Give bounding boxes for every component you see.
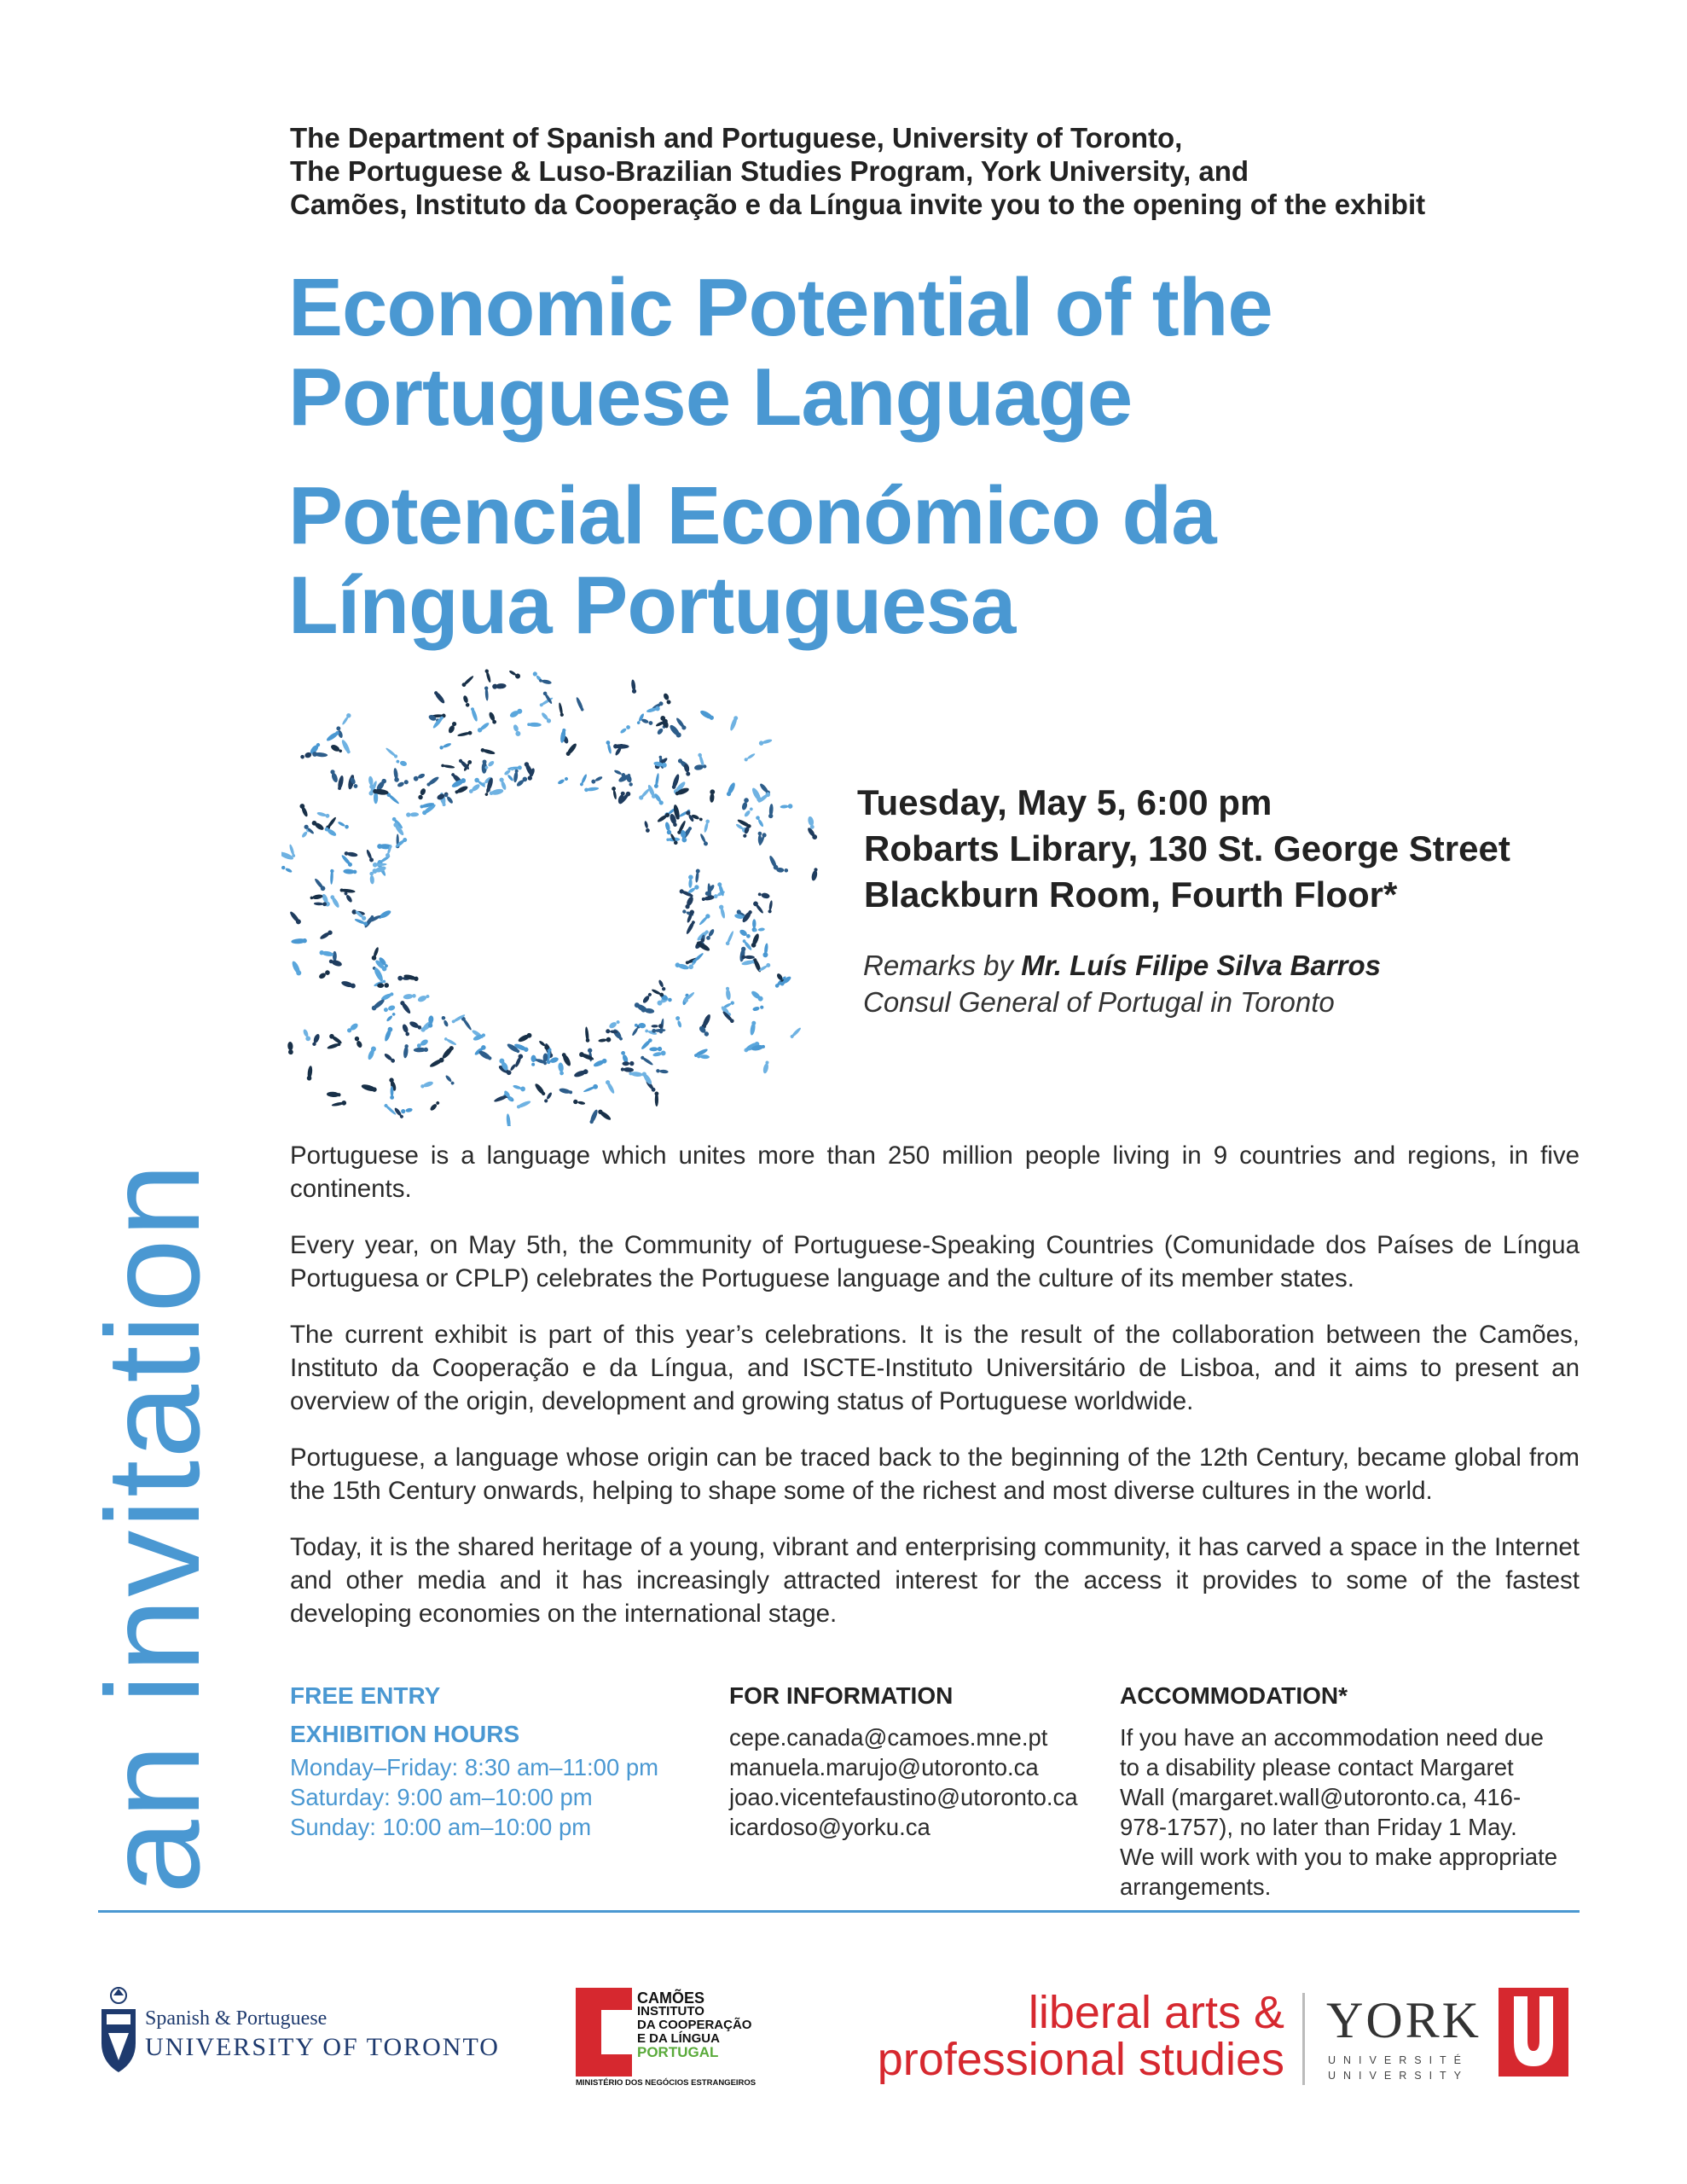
uoft-department-name: Spanish & Portuguese <box>145 2007 328 2030</box>
title-en-line-1: Economic Potential of the <box>288 262 1272 353</box>
camoes-line: E DA LÍNGUA <box>637 2031 720 2046</box>
event-details <box>857 780 1625 918</box>
laps-line-2: professional studies <box>877 2034 1284 2085</box>
accommodation-heading: ACCOMMODATION* <box>1120 1682 1348 1709</box>
body-paragraph-1: Portuguese is a language which unites more than 250 million people living in 9 countries and regions, in five continents. <box>290 1141 1580 1203</box>
body-paragraph-5: Today, it is the shared heritage of a young, vibrant and enterprising community, it has carved a space in the Internet and other media and it has increasingly attracted interest for the access it provides to some of the fastest developing economies on the international stage. <box>290 1533 1580 1628</box>
camoes-line: DA COOPERAÇÃO <box>637 2018 752 2032</box>
intro-text <box>290 121 1569 221</box>
accommodation-line: to a disability please contact Margaret <box>1120 1754 1514 1780</box>
accommodation-column <box>1120 1681 1580 1902</box>
york-universite: UNIVERSITÉ <box>1328 2054 1470 2066</box>
footer-divider <box>98 1910 1580 1913</box>
intro-line-1: The Department of Spanish and Portuguese, University of Toronto, <box>290 122 1183 154</box>
intro-line-2: The Portuguese & Luso-Brazilian Studies Program, York University, and <box>290 155 1249 187</box>
title-english <box>288 263 1568 442</box>
laps-line-1: liberal arts & <box>1028 1987 1284 2038</box>
uoft-logo <box>98 1984 507 2077</box>
title-portuguese <box>288 471 1568 650</box>
title-en-line-2: Portuguese Language <box>288 351 1133 443</box>
title-pt-line-2: Língua Portuguesa <box>288 560 1016 651</box>
york-university: UNIVERSITY <box>1328 2070 1470 2082</box>
information-heading: FOR INFORMATION <box>729 1682 954 1709</box>
logo-separator <box>1302 1993 1305 2085</box>
uoft-university-name: UNIVERSITY OF TORONTO <box>145 2033 500 2061</box>
info-email[interactable]: manuela.marujo@utoronto.ca <box>729 1754 1039 1780</box>
body-text <box>290 1139 1580 1653</box>
accommodation-line: We will work with you to make appropriate <box>1120 1844 1558 1870</box>
body-paragraph-3: The current exhibit is part of this year’s celebrations. It is the result of the collaboration between the Camões, Instituto da Cooperação e da Língua, and ISCTE-Instituto Universitário de Lisboa, and it aims to present an overview of the origin, development and growing status of Portuguese worldwide. <box>290 1321 1580 1415</box>
info-email[interactable]: joao.vicentefaustino@utoronto.ca <box>729 1784 1078 1810</box>
remarks-line <box>863 947 1631 984</box>
camoes-portugal: PORTUGAL <box>637 2044 719 2060</box>
body-paragraph-2: Every year, on May 5th, the Community of Portuguese-Speaking Countries (Comunidade dos Países de Língua Portuguesa or CPLP) celebrates the Portuguese language and the culture of its member states. <box>290 1231 1580 1292</box>
info-email[interactable]: cepe.canada@camoes.mne.pt <box>729 1724 1048 1751</box>
york-logo <box>1318 1988 1591 2090</box>
hours-sunday: Sunday: 10:00 am–10:00 pm <box>290 1814 592 1840</box>
free-entry-heading: FREE ENTRY <box>290 1682 441 1709</box>
uoft-crest-icon <box>98 1984 139 2076</box>
event-date: Tuesday, May 5, 6:00 pm <box>857 782 1272 822</box>
camoes-name <box>637 1991 751 2059</box>
event-room: Blackburn Room, Fourth Floor* <box>864 874 1398 915</box>
laps-logo <box>826 1989 1284 2083</box>
speaker-name: Mr. Luís Filipe Silva Barros <box>1021 950 1382 981</box>
accommodation-line: Wall (margaret.wall@utoronto.ca, 416- <box>1120 1784 1522 1810</box>
hours-weekday: Monday–Friday: 8:30 am–11:00 pm <box>290 1754 659 1780</box>
hours-saturday: Saturday: 9:00 am–10:00 pm <box>290 1784 593 1810</box>
information-column <box>729 1681 1104 1842</box>
remarks-prefix: Remarks by <box>863 950 1022 981</box>
body-paragraph-4: Portuguese, a language whose origin can be traced back to the beginning of the 12th Century, became global from the 15th Century onwards, helping to shape some of the richest and most diverse cultures in the world. <box>290 1443 1580 1505</box>
camoes-ministry: MINISTÉRIO DOS NEGÓCIOS ESTRANGEIROS <box>576 2078 757 2088</box>
accommodation-line: If you have an accommodation need due <box>1120 1724 1544 1751</box>
york-u-icon <box>1499 1988 1568 2077</box>
camoes-c-icon <box>576 1988 632 2077</box>
title-pt-line-1: Potencial Económico da <box>288 470 1216 561</box>
speaker-title: Consul General of Portugal in Toronto <box>863 986 1335 1018</box>
hours-column <box>290 1681 716 1842</box>
camoes-logo <box>576 1988 755 2090</box>
invitation-vertical-text: an invitation <box>79 1161 228 1894</box>
camoes-line: CAMÕES <box>637 1989 705 2007</box>
event-location: Robarts Library, 130 St. George Street <box>864 828 1510 868</box>
crowd-ring-image <box>281 665 819 1126</box>
intro-line-3: Camões, Instituto da Cooperação e da Língua invite you to the opening of the exhibit <box>290 189 1426 220</box>
camoes-line: INSTITUTO <box>637 2004 704 2018</box>
info-email[interactable]: icardoso@yorku.ca <box>729 1814 930 1840</box>
accommodation-line: arrangements. <box>1120 1873 1272 1900</box>
york-wordmark: YORK <box>1326 1992 1482 2048</box>
exhibition-hours-heading: EXHIBITION HOURS <box>290 1721 520 1747</box>
accommodation-line: 978-1757), no later than Friday 1 May. <box>1120 1814 1517 1840</box>
remarks <box>863 947 1631 1020</box>
